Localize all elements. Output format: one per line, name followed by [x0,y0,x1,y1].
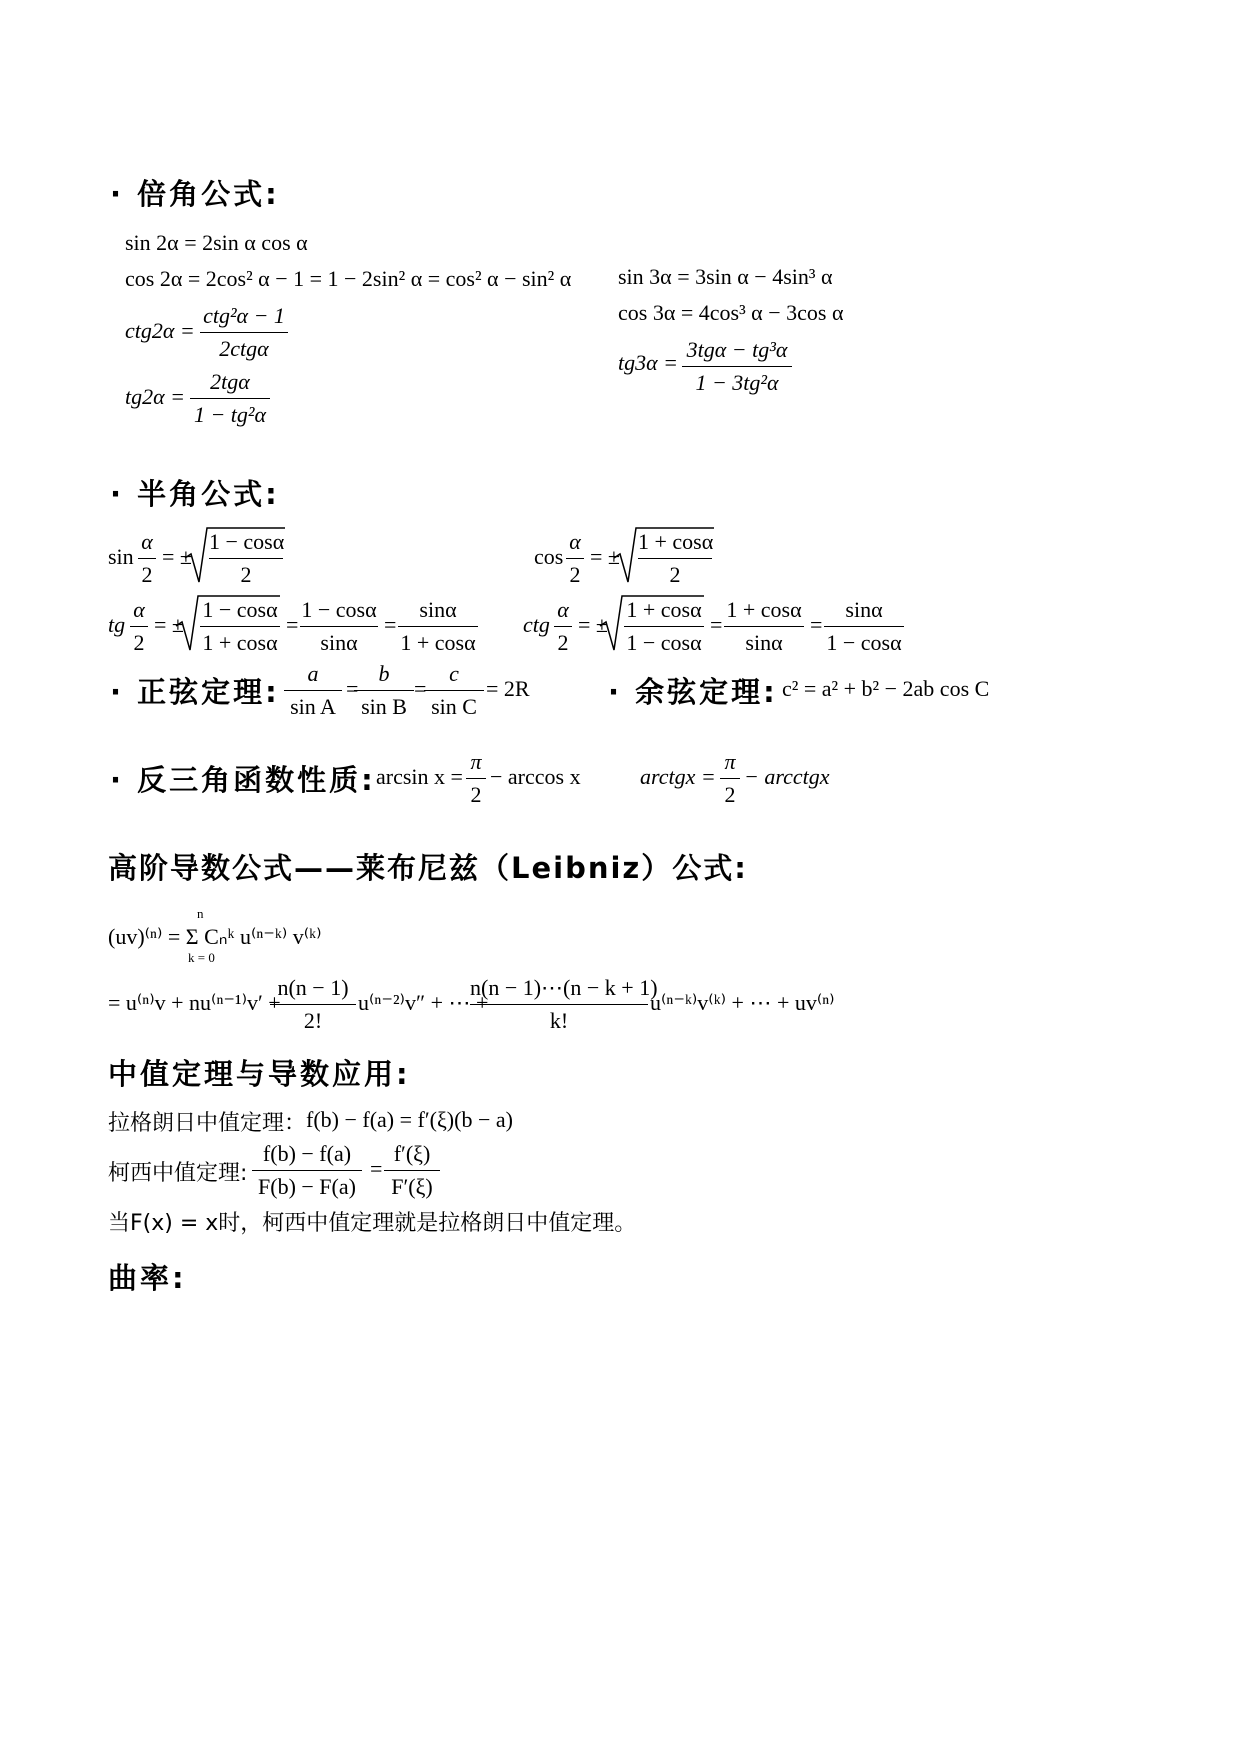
sum-upper-limit: n [197,906,204,921]
fraction-numerator: f′(ξ) [393,1141,431,1166]
formula-tg3a-lhs: tg3α = [618,350,679,375]
fraction-bar [824,626,904,627]
fraction-numerator: f(b) − f(a) [262,1141,352,1166]
fraction-bar [270,1004,356,1005]
fraction-numerator: a [307,661,319,686]
section-title-inverse-trig: · 反三角函数性质: [110,763,376,797]
fraction-bar [209,558,283,559]
fraction-alpha-over-2 [130,596,148,657]
fraction-bar [424,690,484,691]
inverse-arccos: − arccos x [490,764,581,789]
fraction-bar [284,690,342,691]
fraction-numerator: b [378,661,390,686]
section-title-curvature: 曲率: [108,1261,187,1295]
fraction-numerator: α [569,529,581,554]
fraction-leibniz-1 [270,974,356,1035]
fraction-bar [354,690,414,691]
leibniz-line1: (uv)⁽ⁿ⁾ = Σ Cₙᵏ u⁽ⁿ⁻ᵏ⁾ v⁽ᵏ⁾ [108,924,322,949]
half-ctg-pm: = ± [578,612,608,637]
sqrt-half-tg [176,594,280,654]
half-tg-lhs: tg [108,612,126,637]
sine-rule-eq2: = [414,676,427,701]
radicand [209,528,283,589]
fraction-numerator: c [449,661,459,686]
lagrange-label: 拉格朗日中值定理： [108,1111,307,1136]
fraction-bar [466,778,486,779]
fraction-pi-over-2 [720,748,740,809]
fraction-pi-over-2 [466,748,486,809]
formula-cos3a: cos 3α = 4cos³ α − 3cos α [618,300,844,325]
fraction-bar [138,558,156,559]
fraction-denominator: 2 [724,782,736,807]
fraction-alpha-over-2 [138,528,156,589]
fraction-denominator: sinα [320,630,358,655]
fraction-alpha-over-2 [566,528,584,589]
fraction-numerator: 1 − cosα [301,597,377,622]
fraction-bar [720,778,740,779]
sqrt-half-cos [614,526,714,586]
section-title-sine-rule: · 正弦定理: [110,675,280,709]
fraction-denominator: 1 + cosα [400,630,476,655]
fraction-a-over-sinA [284,660,342,721]
fraction-numerator: ctg²α − 1 [203,303,285,328]
half-ctg-eq1: = [710,612,723,637]
fraction-denominator: 1 + cosα [202,630,278,655]
fraction-c-over-sinC [424,660,484,721]
leibniz-line2-a: = u⁽ⁿ⁾v + nu⁽ⁿ⁻¹⁾v′ + [108,990,281,1015]
formula-sin2a: sin 2α = 2sin α cos α [125,230,308,255]
fraction-denominator: 1 − 3tg²α [695,370,779,395]
fraction-numerator: sinα [419,597,457,622]
fraction-bar [554,626,572,627]
fraction-numerator: π [470,749,482,774]
fraction-numerator: α [557,597,569,622]
fraction-denominator: 2 [141,562,153,587]
fraction-half-tg-2 [300,596,378,657]
fraction-bar [470,1004,648,1005]
fraction-b-over-sinB [354,660,414,721]
leibniz-line2-b: u⁽ⁿ⁻²⁾v″ + ⋯ + [358,990,489,1015]
fraction-numerator: 3tgα − tg³α [686,337,788,362]
fraction-denominator: 2 [240,562,252,587]
formula-cosine-rule: c² = a² + b² − 2ab cos C [782,676,990,701]
fraction-denominator: 2 [557,630,569,655]
section-title-half-angle: · 半角公式: [110,477,280,511]
fraction-bar [638,558,712,559]
radicand [638,528,712,589]
half-sin-pm: = ± [162,544,192,569]
fraction-half-tg-3 [398,596,478,657]
half-cos-lhs: cos [534,544,564,569]
fraction-denominator: sin A [290,694,336,719]
inverse-arcctg: − arcctgx [744,764,830,789]
formula-ctg2a-lhs: ctg2α = [125,318,195,343]
inverse-arctg: arctgx = [640,764,716,789]
fraction-denominator: 2! [303,1008,323,1033]
fraction-bar [566,558,584,559]
fraction-bar [384,1170,440,1171]
leibniz-line2-c: u⁽ⁿ⁻ᵏ⁾v⁽ᵏ⁾ + ⋯ + uv⁽ⁿ⁾ [650,990,835,1015]
fraction-bar [300,626,378,627]
half-tg-eq1: = [286,612,299,637]
half-ctg-lhs: ctg [523,612,550,637]
fraction-numerator: π [724,749,736,774]
fraction-numerator: n(n − 1)⋯(n − k + 1) [470,975,658,1000]
cauchy-note: 当F(x) = x时，柯西中值定理就是拉格朗日中值定理。 [108,1211,637,1236]
fraction-half-ctg-3 [824,596,904,657]
half-cos-pm: = ± [590,544,620,569]
half-tg-eq2: = [384,612,397,637]
fraction-numerator: 1 + cosα [626,597,702,622]
fraction-denominator: F(b) − F(a) [258,1174,356,1199]
fraction-bar [682,366,792,367]
fraction-bar [724,626,804,627]
fraction-denominator: 2 [470,782,482,807]
half-tg-pm: = ± [154,612,184,637]
fraction-numerator: 1 + cosα [726,597,802,622]
fraction-tg3a [682,336,792,397]
section-title-leibniz: 高阶导数公式——莱布尼兹（Leibniz）公式: [108,851,748,885]
fraction-bar [190,398,270,399]
fraction-numerator: n(n − 1) [277,975,349,1000]
fraction-denominator: sin B [361,694,407,719]
fraction-bar [200,332,288,333]
fraction-denominator: 2 [669,562,681,587]
fraction-numerator: 1 − cosα [209,529,285,554]
fraction-denominator: 1 − cosα [826,630,902,655]
fraction-denominator: sinα [745,630,783,655]
sqrt-half-sin [185,526,285,586]
fraction-numerator: α [141,529,153,554]
sum-lower-limit: k = 0 [188,950,215,965]
fraction-denominator: F′(ξ) [391,1174,433,1199]
fraction-bar [130,626,148,627]
formula-sin3a: sin 3α = 3sin α − 4sin³ α [618,264,833,289]
section-title-double-angle: · 倍角公式: [110,177,280,211]
fraction-numerator: sinα [845,597,883,622]
formula-lagrange: f(b) − f(a) = f′(ξ)(b − a) [306,1107,513,1132]
fraction-denominator: 2ctgα [219,336,269,361]
fraction-cauchy-left [252,1140,362,1201]
fraction-denominator: 1 − tg²α [193,402,267,427]
sine-rule-tail: = 2R [486,676,530,701]
sqrt-half-ctg [600,594,704,654]
fraction-denominator: 2 [569,562,581,587]
fraction-bar [200,626,280,627]
fraction-bar [624,626,704,627]
sine-rule-eq1: = [346,676,359,701]
fraction-bar [252,1170,362,1171]
cauchy-label: 柯西中值定理: [108,1161,248,1186]
fraction-numerator: 2tgα [210,369,250,394]
fraction-cauchy-right [384,1140,440,1201]
fraction-denominator: 1 − cosα [626,630,702,655]
fraction-bar [398,626,478,627]
fraction-leibniz-2 [470,974,658,1035]
cauchy-eq: = [370,1156,383,1181]
inverse-arcsin: arcsin x = [376,764,463,789]
formula-cos2a: cos 2α = 2cos² α − 1 = 1 − 2sin² α = cos² α − sin² α [125,266,572,291]
fraction-numerator: α [133,597,145,622]
section-title-cosine-rule: · 余弦定理: [608,675,778,709]
fraction-denominator: 2 [133,630,145,655]
fraction-alpha-over-2 [554,596,572,657]
half-ctg-eq2: = [810,612,823,637]
fraction-numerator: 1 − cosα [202,597,278,622]
fraction-tg2a [190,368,270,429]
half-sin-lhs: sin [108,544,134,569]
fraction-ctg2a [200,302,288,363]
fraction-half-ctg-2 [724,596,804,657]
formula-tg2a-lhs: tg2α = [125,384,186,409]
radicand [624,596,704,657]
radicand [200,596,280,657]
fraction-denominator: k! [549,1008,569,1033]
fraction-numerator: 1 + cosα [638,529,714,554]
section-title-mean-value: 中值定理与导数应用: [108,1057,411,1091]
fraction-denominator: sin C [431,694,477,719]
